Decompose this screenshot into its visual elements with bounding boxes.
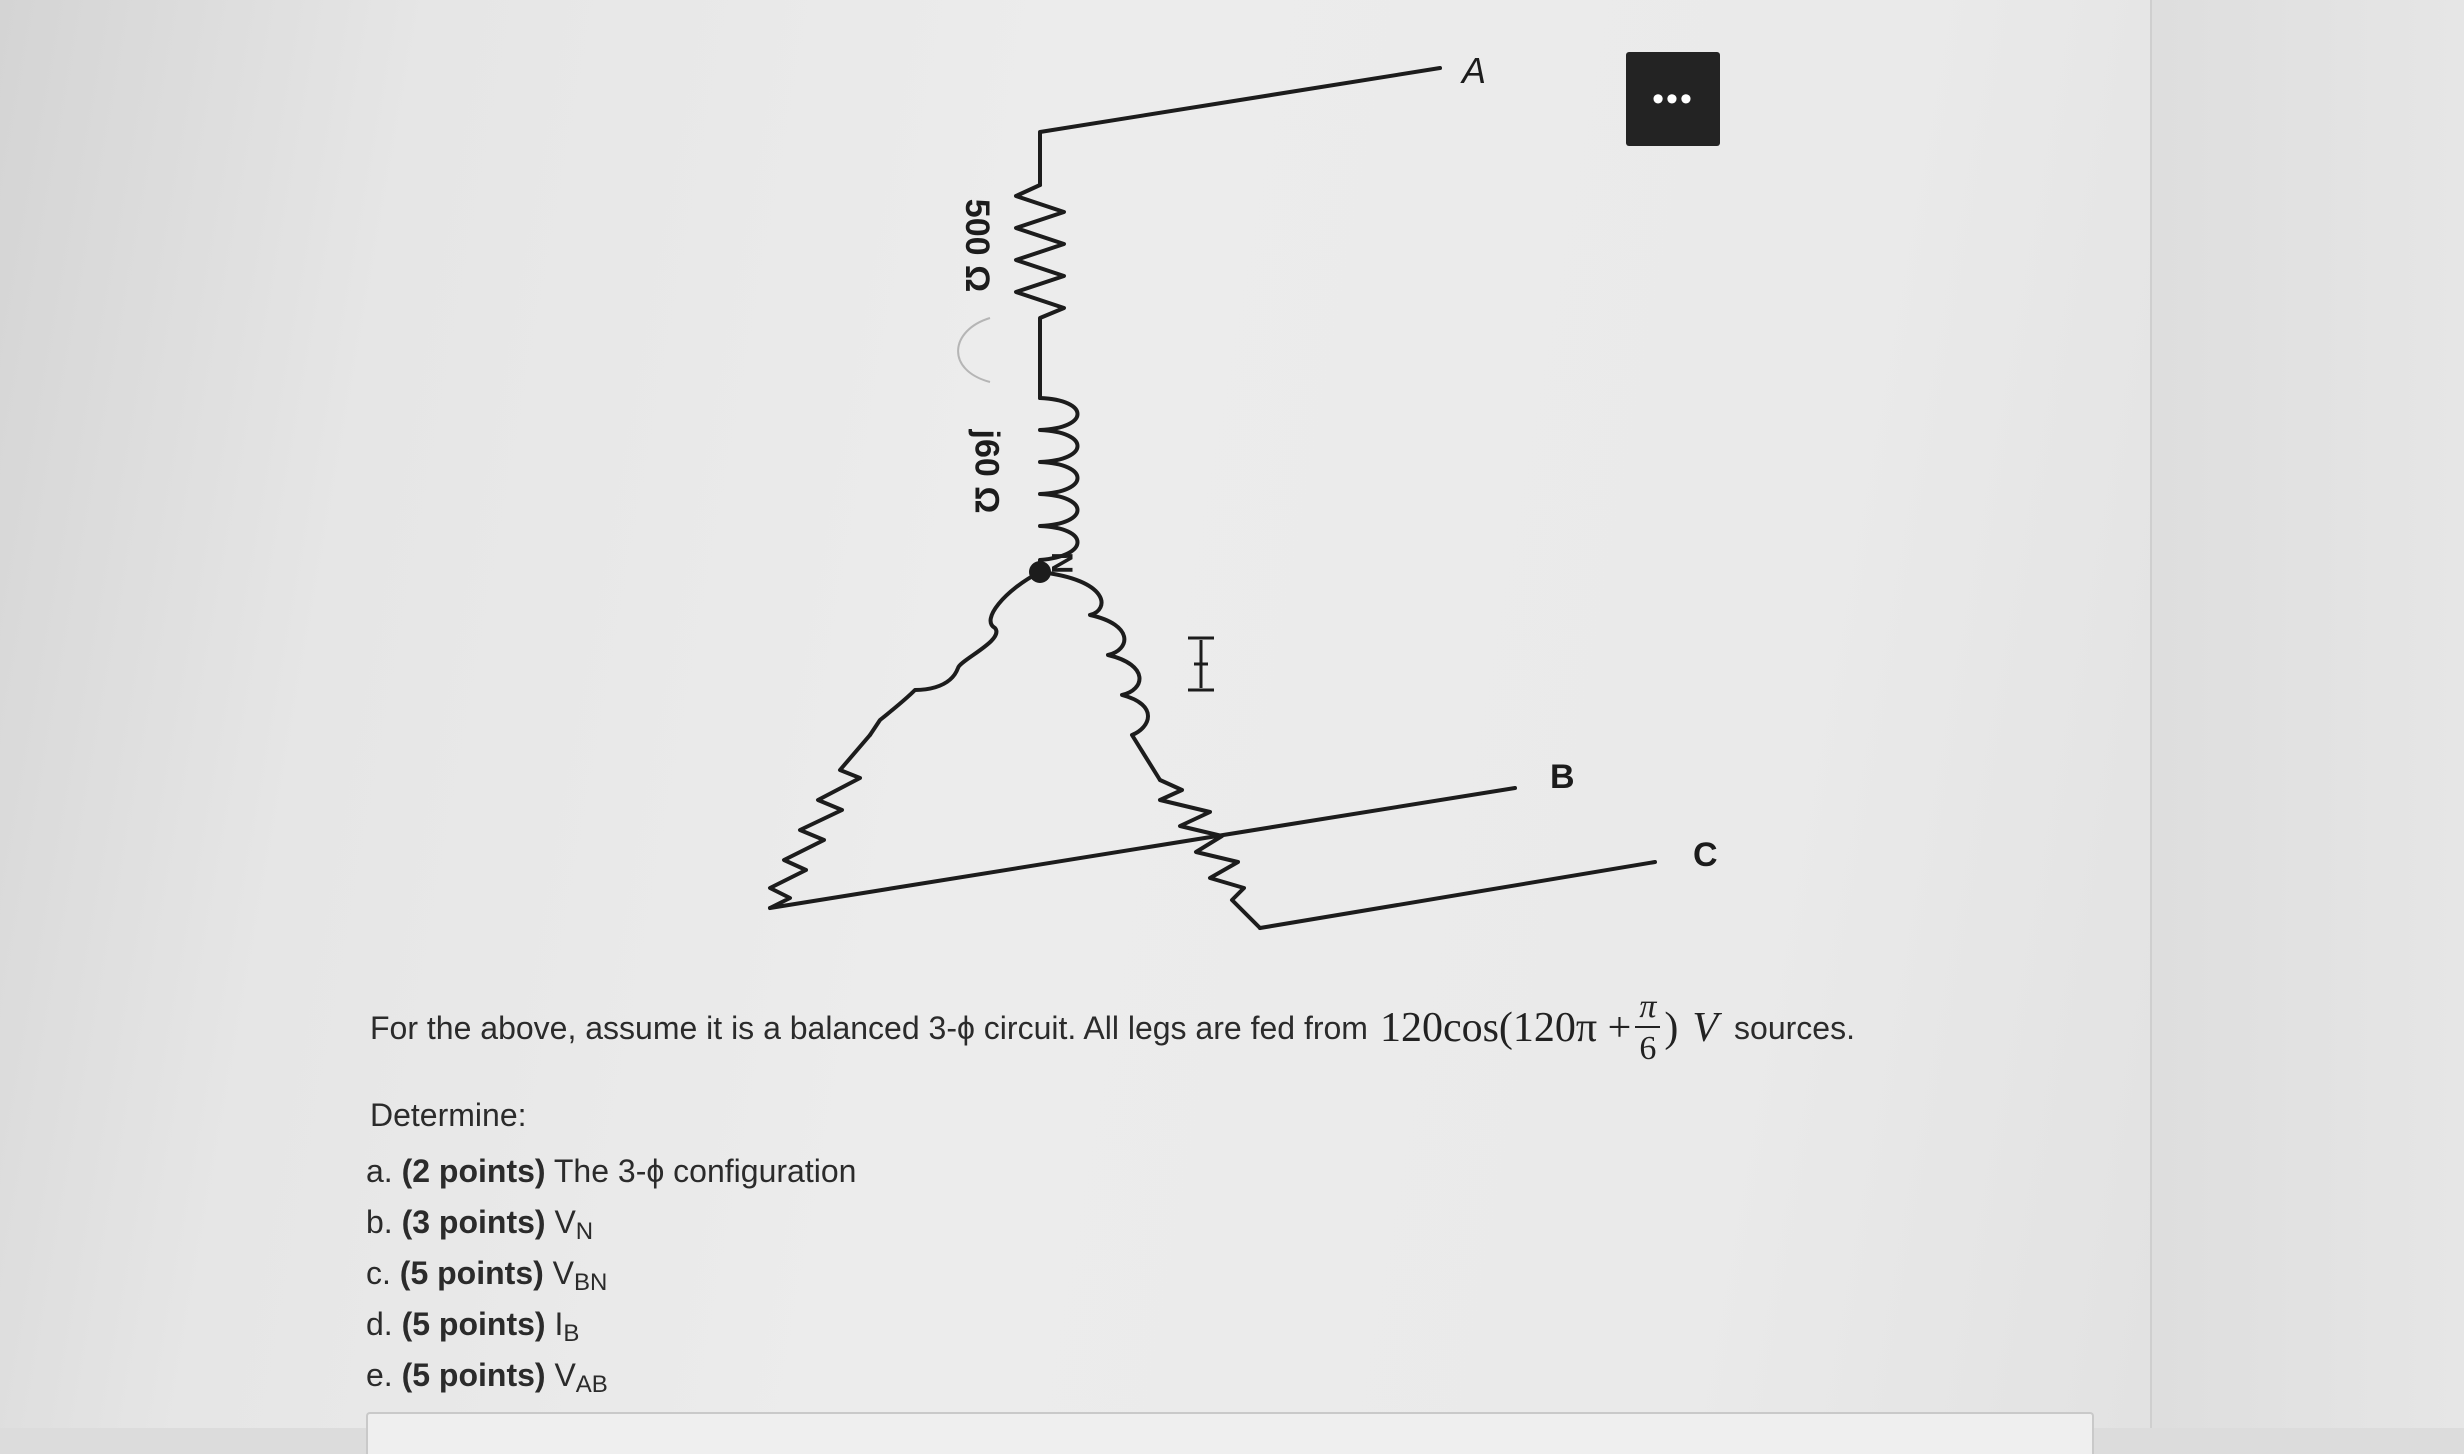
inductor-c	[870, 572, 1040, 735]
fraction-numerator: π	[1635, 990, 1660, 1028]
inductor-b	[1040, 572, 1160, 780]
line-a-wire	[1040, 68, 1440, 185]
terminal-b-label: B	[1550, 758, 1575, 796]
question-item	[366, 1146, 856, 1197]
question-letter: b.	[366, 1204, 393, 1240]
problem-statement	[370, 990, 2070, 1066]
line-c-wire	[1260, 862, 1655, 928]
resistor-c	[770, 735, 870, 908]
question-subscript: AB	[575, 1371, 608, 1398]
formula-unit: V	[1692, 1005, 1719, 1051]
problem-outro: sources.	[1734, 1009, 1855, 1046]
neutral-label: N	[1044, 552, 1078, 574]
question-item	[366, 1248, 856, 1299]
question-subscript: B	[563, 1320, 580, 1347]
problem-intro: For the above, assume it is a balanced 3-ϕ circuit. All legs are fed from	[370, 1009, 1368, 1046]
formula-prefix: 120cos(120π +	[1379, 1005, 1632, 1051]
question-item	[366, 1350, 856, 1401]
determine-heading: Determine:	[370, 1097, 527, 1133]
inductor-a	[1040, 398, 1078, 572]
question-text: V	[554, 1357, 576, 1393]
question-letter: d.	[366, 1306, 393, 1342]
question-letter: c.	[366, 1255, 391, 1291]
more-options-button[interactable]	[1626, 52, 1720, 146]
question-points: (5 points)	[399, 1255, 544, 1291]
formula-suffix: )	[1664, 1005, 1679, 1051]
question-letter: a.	[366, 1153, 393, 1189]
question-text: V	[554, 1204, 576, 1240]
question-list	[366, 1146, 856, 1401]
resistor-b	[1160, 780, 1260, 928]
terminal-c-label: C	[1693, 836, 1718, 874]
source-formula	[1380, 990, 1718, 1066]
text-cursor-icon	[1188, 638, 1214, 690]
line-b-wire	[770, 788, 1515, 908]
question-text: V	[552, 1255, 574, 1291]
resistor-a	[1016, 185, 1064, 398]
ellipsis-icon: •••	[1652, 80, 1694, 118]
question-text: I	[554, 1306, 564, 1342]
question-points: (5 points)	[401, 1357, 546, 1393]
question-letter: e.	[366, 1357, 393, 1393]
answer-input-area[interactable]	[366, 1412, 2094, 1454]
question-subscript: BN	[574, 1269, 608, 1296]
terminal-a-label: A	[1462, 50, 1487, 91]
question-points: (2 points)	[401, 1153, 546, 1189]
question-subscript: N	[575, 1218, 594, 1245]
fraction-denominator: 6	[1639, 1030, 1657, 1067]
formula-fraction	[1635, 990, 1660, 1066]
question-text: The 3-ϕ configuration	[553, 1153, 857, 1189]
question-points: (3 points)	[401, 1204, 546, 1240]
pencil-arc	[958, 318, 990, 382]
resistor-value-label: 500 Ω	[958, 198, 997, 293]
question-item	[366, 1197, 856, 1248]
question-item	[366, 1299, 856, 1350]
inductor-value-label: j60 Ω	[967, 429, 1006, 514]
question-points: (5 points)	[401, 1306, 546, 1342]
